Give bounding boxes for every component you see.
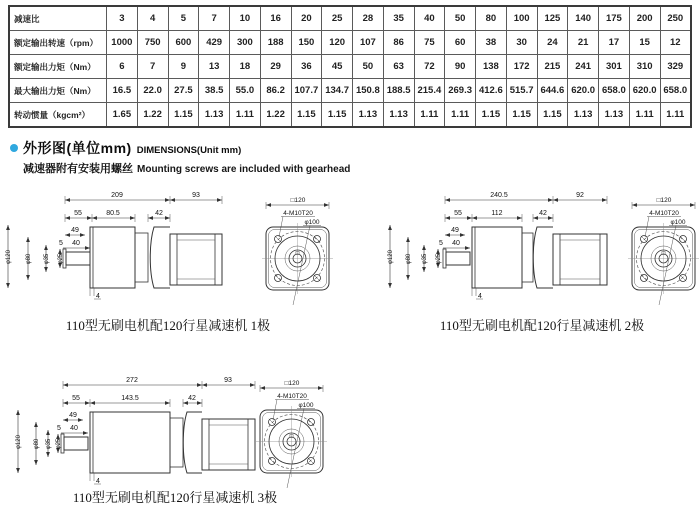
spec-row xyxy=(9,79,691,103)
motor-body xyxy=(553,234,607,285)
spec-cell: 15 xyxy=(629,31,660,55)
output-shaft xyxy=(446,252,470,265)
spec-cell: 17 xyxy=(599,31,630,55)
spec-cell: 21 xyxy=(568,31,599,55)
spec-cell: 1.15 xyxy=(291,103,322,128)
spec-cell: 90 xyxy=(445,55,476,79)
section-note-row xyxy=(10,160,350,176)
dia-label: φ25 xyxy=(58,253,64,265)
side-view-1 xyxy=(6,225,222,288)
spec-cell: 12 xyxy=(660,31,691,55)
spec-cell: 75 xyxy=(414,31,445,55)
dia-label: φ120 xyxy=(388,250,394,264)
spec-cell: 125 xyxy=(537,6,568,31)
spec-cell: 1.13 xyxy=(353,103,384,128)
spec-cell: 188.5 xyxy=(383,79,414,103)
side-view-2 xyxy=(388,225,607,288)
spec-cell: 1.11 xyxy=(230,103,261,128)
spec-cell: 1.13 xyxy=(568,103,599,128)
spec-cell: 3 xyxy=(107,6,138,31)
spec-cell: 27.5 xyxy=(168,79,199,103)
spec-cell: 16.5 xyxy=(107,79,138,103)
spec-cell: 50 xyxy=(353,55,384,79)
dim-front: 55 xyxy=(74,210,82,217)
adapter-hump xyxy=(183,412,202,473)
flange-view-2 xyxy=(628,197,699,305)
dim-step: 5 xyxy=(59,240,63,247)
caption-1pole: 110型无刷电机配120行星减速机 1极 xyxy=(65,318,271,333)
spec-cell: 269.3 xyxy=(445,79,476,103)
spec-cell: 1.15 xyxy=(506,103,537,128)
spec-cell: 38 xyxy=(476,31,507,55)
dim-motor: 92 xyxy=(576,192,584,199)
spec-cell: 38.5 xyxy=(199,79,230,103)
spec-row xyxy=(9,55,691,79)
section-note-en: Mounting screws are included with gearhead xyxy=(137,164,351,175)
spec-row-label: 额定输出力矩（Nm） xyxy=(9,55,107,79)
caption-3pole: 110型无刷电机配120行星减速机 3极 xyxy=(72,490,278,505)
dim-gear: 112 xyxy=(491,210,503,217)
output-shaft xyxy=(66,252,90,265)
spec-cell: 644.6 xyxy=(537,79,568,103)
spec-cell: 620.0 xyxy=(629,79,660,103)
spec-cell: 1.15 xyxy=(476,103,507,128)
spec-row-label: 转动惯量（kgcm²） xyxy=(9,103,107,128)
dim-key: 49 xyxy=(451,227,459,234)
dia-label: φ25 xyxy=(436,253,442,265)
dia-label: φ120 xyxy=(6,250,12,264)
spec-cell: 1000 xyxy=(107,31,138,55)
spec-cell: 150.8 xyxy=(353,79,384,103)
dim-step: 5 xyxy=(439,240,443,247)
dia-label: φ80 xyxy=(34,438,40,450)
flange-view-1 xyxy=(262,197,333,305)
dia-label: φ25 xyxy=(56,438,62,450)
spec-cell: 120 xyxy=(322,31,353,55)
spec-cell: 55.0 xyxy=(230,79,261,103)
dia-label: φ35 xyxy=(44,253,50,265)
dim-shaft: 40 xyxy=(452,240,460,247)
dim-key: 49 xyxy=(69,412,77,419)
spec-cell: 188 xyxy=(260,31,291,55)
spec-cell: 1.13 xyxy=(599,103,630,128)
spec-row-label: 减速比 xyxy=(9,6,107,31)
spec-cell: 1.15 xyxy=(322,103,353,128)
motor-body xyxy=(170,234,222,285)
spec-cell: 658.0 xyxy=(660,79,691,103)
gearbox-body xyxy=(472,227,522,288)
spec-cell: 28 xyxy=(353,6,384,31)
spec-cell: 150 xyxy=(291,31,322,55)
side-view-3 xyxy=(16,410,255,473)
spec-cell: 40 xyxy=(414,6,445,31)
spec-cell: 7 xyxy=(199,6,230,31)
spec-cell: 1.65 xyxy=(107,103,138,128)
spec-cell: 6 xyxy=(107,55,138,79)
motor-body xyxy=(202,419,255,470)
spec-cell: 86.2 xyxy=(260,79,291,103)
dim-step: 5 xyxy=(57,425,61,432)
dim-plate: 4 xyxy=(96,293,100,300)
spec-cell: 107 xyxy=(353,31,384,55)
spec-cell: 36 xyxy=(291,55,322,79)
dimensions-section-header xyxy=(10,138,350,176)
spec-cell: 1.11 xyxy=(445,103,476,128)
dim-total: 272 xyxy=(126,377,138,384)
spec-cell: 1.22 xyxy=(260,103,291,128)
section-title-zh: 外形图(单位mm) xyxy=(23,140,132,156)
gearbox-body xyxy=(90,227,135,288)
spec-cell: 134.7 xyxy=(322,79,353,103)
dimensions-3 xyxy=(57,377,255,485)
spec-row xyxy=(9,31,691,55)
spec-cell: 250 xyxy=(660,6,691,31)
dim-front: 55 xyxy=(72,395,80,402)
dia-label: φ80 xyxy=(26,253,32,265)
spec-cell: 5 xyxy=(168,6,199,31)
dim-adapter: 42 xyxy=(188,395,196,402)
spec-cell: 1.13 xyxy=(199,103,230,128)
flange-view-3 xyxy=(256,380,327,488)
adapter-hump xyxy=(533,227,553,288)
dim-plate: 4 xyxy=(478,293,482,300)
dim-gear: 80.5 xyxy=(106,210,120,217)
spec-cell: 620.0 xyxy=(568,79,599,103)
spec-cell: 1.11 xyxy=(660,103,691,128)
section-title-en: DIMENSIONS(Unit mm) xyxy=(136,145,242,156)
spec-cell: 20 xyxy=(291,6,322,31)
output-shaft xyxy=(64,437,88,450)
dimensions-1 xyxy=(59,192,222,300)
spec-cell: 138 xyxy=(476,55,507,79)
spec-cell: 1.11 xyxy=(629,103,660,128)
spec-cell: 18 xyxy=(230,55,261,79)
bullet-icon xyxy=(10,144,18,152)
neck xyxy=(135,233,148,282)
spec-row xyxy=(9,6,691,31)
spec-cell: 429 xyxy=(199,31,230,55)
spec-cell: 7 xyxy=(137,55,168,79)
spec-cell: 215 xyxy=(537,55,568,79)
spec-cell: 9 xyxy=(168,55,199,79)
gearbox-body xyxy=(90,412,170,473)
dia-label: φ35 xyxy=(46,438,52,450)
drawing-2pole xyxy=(356,183,700,315)
neck xyxy=(522,233,533,282)
dia-label: φ35 xyxy=(422,253,428,265)
spec-cell: 24 xyxy=(537,31,568,55)
spec-cell: 50 xyxy=(445,6,476,31)
spec-cell: 750 xyxy=(137,31,168,55)
spec-cell: 1.15 xyxy=(168,103,199,128)
dim-total: 240.5 xyxy=(490,192,508,199)
spec-cell: 22.0 xyxy=(137,79,168,103)
spec-cell: 29 xyxy=(260,55,291,79)
spec-cell: 301 xyxy=(599,55,630,79)
dim-plate: 4 xyxy=(96,478,100,485)
spec-cell: 515.7 xyxy=(506,79,537,103)
spec-cell: 86 xyxy=(383,31,414,55)
spec-cell: 600 xyxy=(168,31,199,55)
spec-cell: 140 xyxy=(568,6,599,31)
dia-label: φ80 xyxy=(406,253,412,265)
dim-adapter: 42 xyxy=(539,210,547,217)
dim-motor: 93 xyxy=(192,192,200,199)
spec-table-body xyxy=(9,6,691,127)
spec-table xyxy=(8,5,692,128)
spec-cell: 80 xyxy=(476,6,507,31)
spec-cell: 241 xyxy=(568,55,599,79)
dim-gear: 143.5 xyxy=(121,395,139,402)
dim-key: 49 xyxy=(71,227,79,234)
dim-shaft: 40 xyxy=(72,240,80,247)
spec-cell: 60 xyxy=(445,31,476,55)
spec-cell: 100 xyxy=(506,6,537,31)
spec-cell: 13 xyxy=(199,55,230,79)
dim-adapter: 42 xyxy=(155,210,163,217)
section-note-zh: 减速器附有安装用螺丝 xyxy=(23,163,133,175)
spec-row-label: 额定输出转速（rpm） xyxy=(9,31,107,55)
spec-cell: 45 xyxy=(322,55,353,79)
spec-row-label: 最大输出力矩（Nm） xyxy=(9,79,107,103)
spec-cell: 16 xyxy=(260,6,291,31)
spec-cell: 310 xyxy=(629,55,660,79)
spec-cell: 4 xyxy=(137,6,168,31)
neck xyxy=(170,418,183,467)
spec-cell: 1.13 xyxy=(383,103,414,128)
section-title-row xyxy=(10,138,350,158)
spec-cell: 300 xyxy=(230,31,261,55)
spec-cell: 10 xyxy=(230,6,261,31)
spec-cell: 35 xyxy=(383,6,414,31)
dimensions-2 xyxy=(439,192,607,300)
spec-cell: 658.0 xyxy=(599,79,630,103)
dim-shaft: 40 xyxy=(70,425,78,432)
spec-cell: 412.6 xyxy=(476,79,507,103)
spec-cell: 72 xyxy=(414,55,445,79)
drawing-1pole xyxy=(0,183,356,315)
spec-cell: 1.15 xyxy=(537,103,568,128)
spec-cell: 172 xyxy=(506,55,537,79)
caption-2pole: 110型无刷电机配120行星减速机 2极 xyxy=(439,318,645,333)
dia-label: φ120 xyxy=(16,435,22,449)
spec-cell: 329 xyxy=(660,55,691,79)
spec-cell: 30 xyxy=(506,31,537,55)
spec-cell: 215.4 xyxy=(414,79,445,103)
dim-total: 209 xyxy=(111,192,123,199)
adapter-hump xyxy=(150,227,170,288)
spec-cell: 25 xyxy=(322,6,353,31)
dim-front: 55 xyxy=(454,210,462,217)
spec-cell: 1.11 xyxy=(414,103,445,128)
spec-cell: 1.22 xyxy=(137,103,168,128)
spec-cell: 63 xyxy=(383,55,414,79)
spec-cell: 175 xyxy=(599,6,630,31)
dim-motor: 93 xyxy=(224,377,232,384)
spec-cell: 200 xyxy=(629,6,660,31)
spec-cell: 107.7 xyxy=(291,79,322,103)
spec-row xyxy=(9,103,691,128)
